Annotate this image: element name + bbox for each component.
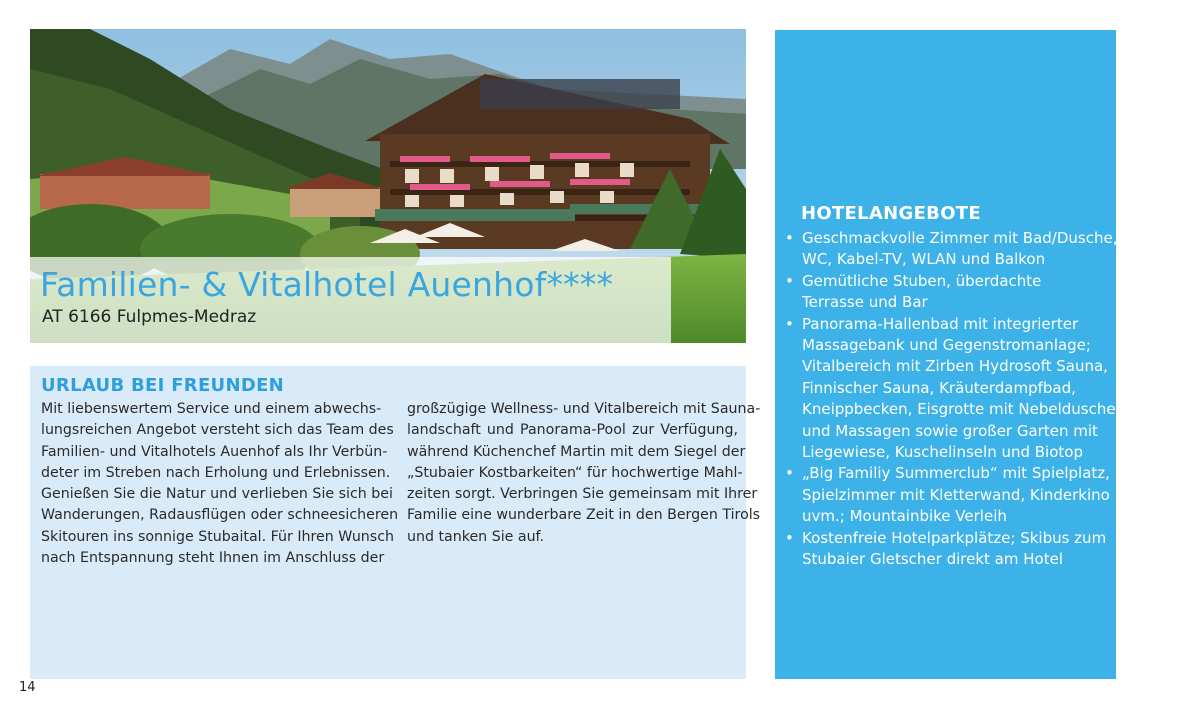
offer-line: Kostenfreie Hotelparkplätze; Skibus zum (802, 528, 1107, 547)
story-line: Wanderungen, Radausflügen oder schneesicheren (41, 507, 399, 524)
offer-line: Finnischer Sauna, Kräuterdampfbad, (802, 378, 1076, 397)
offer-item (783, 463, 1110, 527)
offer-item (783, 528, 1107, 571)
offer-line: und Massagen sowie großer Garten mit (802, 421, 1098, 440)
offer-line: Stubaier Gletscher direkt am Hotel (802, 550, 1063, 569)
story-line: nach Entspannung steht Ihnen im Anschluss der (41, 550, 385, 567)
hotel-title: Familien- & Vitalhotel Auenhof**** (40, 265, 614, 304)
story-line: deter im Streben nach Erholung und Erlebnissen. (41, 464, 391, 481)
offer-line: Massagebank und Gegenstromanlage; (802, 336, 1091, 355)
story-line: großzügige Wellness- und Vitalbereich mit Sauna- (407, 401, 761, 417)
story-column-1 (41, 399, 399, 569)
offer-line: WC, Kabel-TV, WLAN und Balkon (802, 250, 1046, 269)
offer-line: Panorama-Hallenbad mit integrierter (802, 314, 1079, 333)
story-line: und tanken Sie auf. (407, 528, 545, 545)
story-line: Genießen Sie die Natur und verlieben Sie sich bei (41, 486, 393, 503)
bullet-icon: • (785, 464, 794, 483)
story-heading: URLAUB BEI FREUNDEN (41, 375, 285, 396)
story-line: „Stubaier Kostbarkeiten“ für hochwertige Mahl- (407, 464, 743, 481)
story-column-2 (407, 399, 761, 548)
story-line: landschaft und Panorama-Pool zur Verfügung, (407, 422, 738, 439)
offer-line: Spielzimmer mit Kletterwand, Kinderkino (802, 485, 1110, 504)
offer-line: Terrasse und Bar (802, 293, 928, 312)
page-number: 14 (19, 680, 36, 695)
offer-line: Liegewiese, Kuschelinseln und Biotop (802, 443, 1083, 462)
offer-item (783, 271, 1103, 314)
bullet-icon: • (785, 314, 794, 333)
story-line: Mit liebenswertem Service und einem abwechs- (41, 401, 382, 417)
hotel-location: AT 6166 Fulpmes-Medraz (42, 307, 257, 327)
story-line: während Küchenchef Martin mit dem Siegel der (407, 443, 746, 460)
offer-line: „Big Familiy Summerclub“ mit Spielplatz, (802, 464, 1110, 483)
story-line: Familien- und Vitalhotels Auenhof als Ihr Verbün- (41, 443, 388, 460)
offer-line: Geschmackvolle Zimmer mit Bad/Dusche, (802, 229, 1118, 247)
offer-item (783, 314, 1116, 464)
offer-line: Vitalbereich mit Zirben Hydrosoft Sauna, (802, 357, 1108, 376)
offers-heading: HOTELANGEBOTE (801, 203, 981, 224)
offer-line: Kneippbecken, Eisgrotte mit Nebeldusche (802, 400, 1116, 419)
offers-list (783, 228, 1118, 571)
story-line: zeiten sorgt. Verbringen Sie gemeinsam mit Ihrer (407, 486, 758, 503)
offer-line: Gemütliche Stuben, überdachte (802, 271, 1042, 290)
story-line: lungsreichen Angebot versteht sich das Team des (41, 422, 394, 439)
story-line: Familie eine wunderbare Zeit in den Bergen Tirols (407, 507, 761, 524)
offer-item (783, 228, 1118, 271)
offer-line: uvm.; Mountainbike Verleih (802, 507, 1007, 526)
story-line: Skitouren ins sonnige Stubaital. Für Ihren Wunsch (41, 528, 394, 545)
bullet-icon: • (785, 528, 794, 547)
bullet-icon: • (785, 229, 794, 247)
bullet-icon: • (785, 271, 794, 290)
